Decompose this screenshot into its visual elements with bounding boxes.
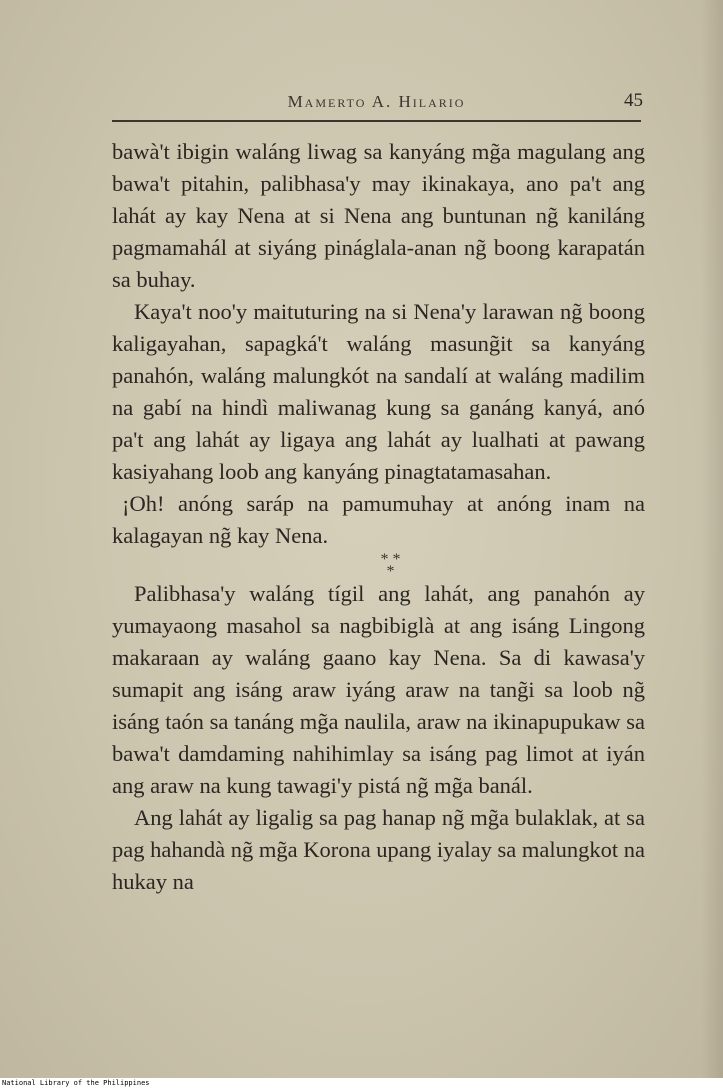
paragraph-3: ¡Oh! anóng saráp na pamumuhay at anóng inam na kalagayan ng̃ kay Nena. <box>112 491 645 548</box>
asterism-top: * * <box>380 551 401 568</box>
asterism-bottom: * <box>386 563 395 580</box>
section-break-asterism <box>112 552 645 578</box>
paragraph-1: bawà't ibigin waláng liwag sa kanyáng mg̃a magulang ang bawa't pitahin, palibhasa'y may ikinakaya, ano pa't ang lahát ay kay Nena at si Nena ang buntunan ng̃ kaniláng pagmamahál at siyáng pináglala-anan ng̃ boong karapatán sa buhay. <box>112 139 645 292</box>
library-credit: National Library of the Philippines <box>0 1078 723 1088</box>
paragraph-5: Ang lahát ay ligalig sa pag hanap ng̃ mg̃a bulaklak, at sa pag hahandà ng̃ mg̃a Korona upang iyalay sa malungkot na hukay na <box>112 805 645 894</box>
running-head: Mamerto A. Hilario <box>287 92 466 111</box>
paragraph-4: Palibhasa'y waláng tígil ang lahát, ang panahón ay yumayaong masahol sa nagbibiglà at ang isáng Lingong makaraan ay waláng gaano kay Nena. Sa di kawasa'y sumapit ang isáng araw iyáng araw na tang̃i sa loob ng̃ isáng taón sa tanáng mg̃a naulila, araw na ikinapupukaw sa bawa't damdaming nahihimlay sa isáng pag limot at iyán ang araw na kung tawagi'y pistá ng̃ mg̃a banál. <box>112 581 645 798</box>
page-header <box>112 88 641 122</box>
paragraph-2: Kaya't noo'y maituturing na si Nena'y larawan ng̃ boong kaligayahan, sapagká't waláng masung̃it sa kanyáng panahón, waláng malungkót na sandalí at waláng madilim na gabí na hindì maliwanag kung sa ganáng kanyá, anó pa't ang lahát ay ligaya ang lahát ay lualhati at pawang kasiyahang loob ang kanyáng pinagtatamasahan. <box>112 299 645 484</box>
page-number: 45 <box>624 90 643 111</box>
spine-shadow <box>701 0 723 1078</box>
body-text <box>112 136 645 898</box>
